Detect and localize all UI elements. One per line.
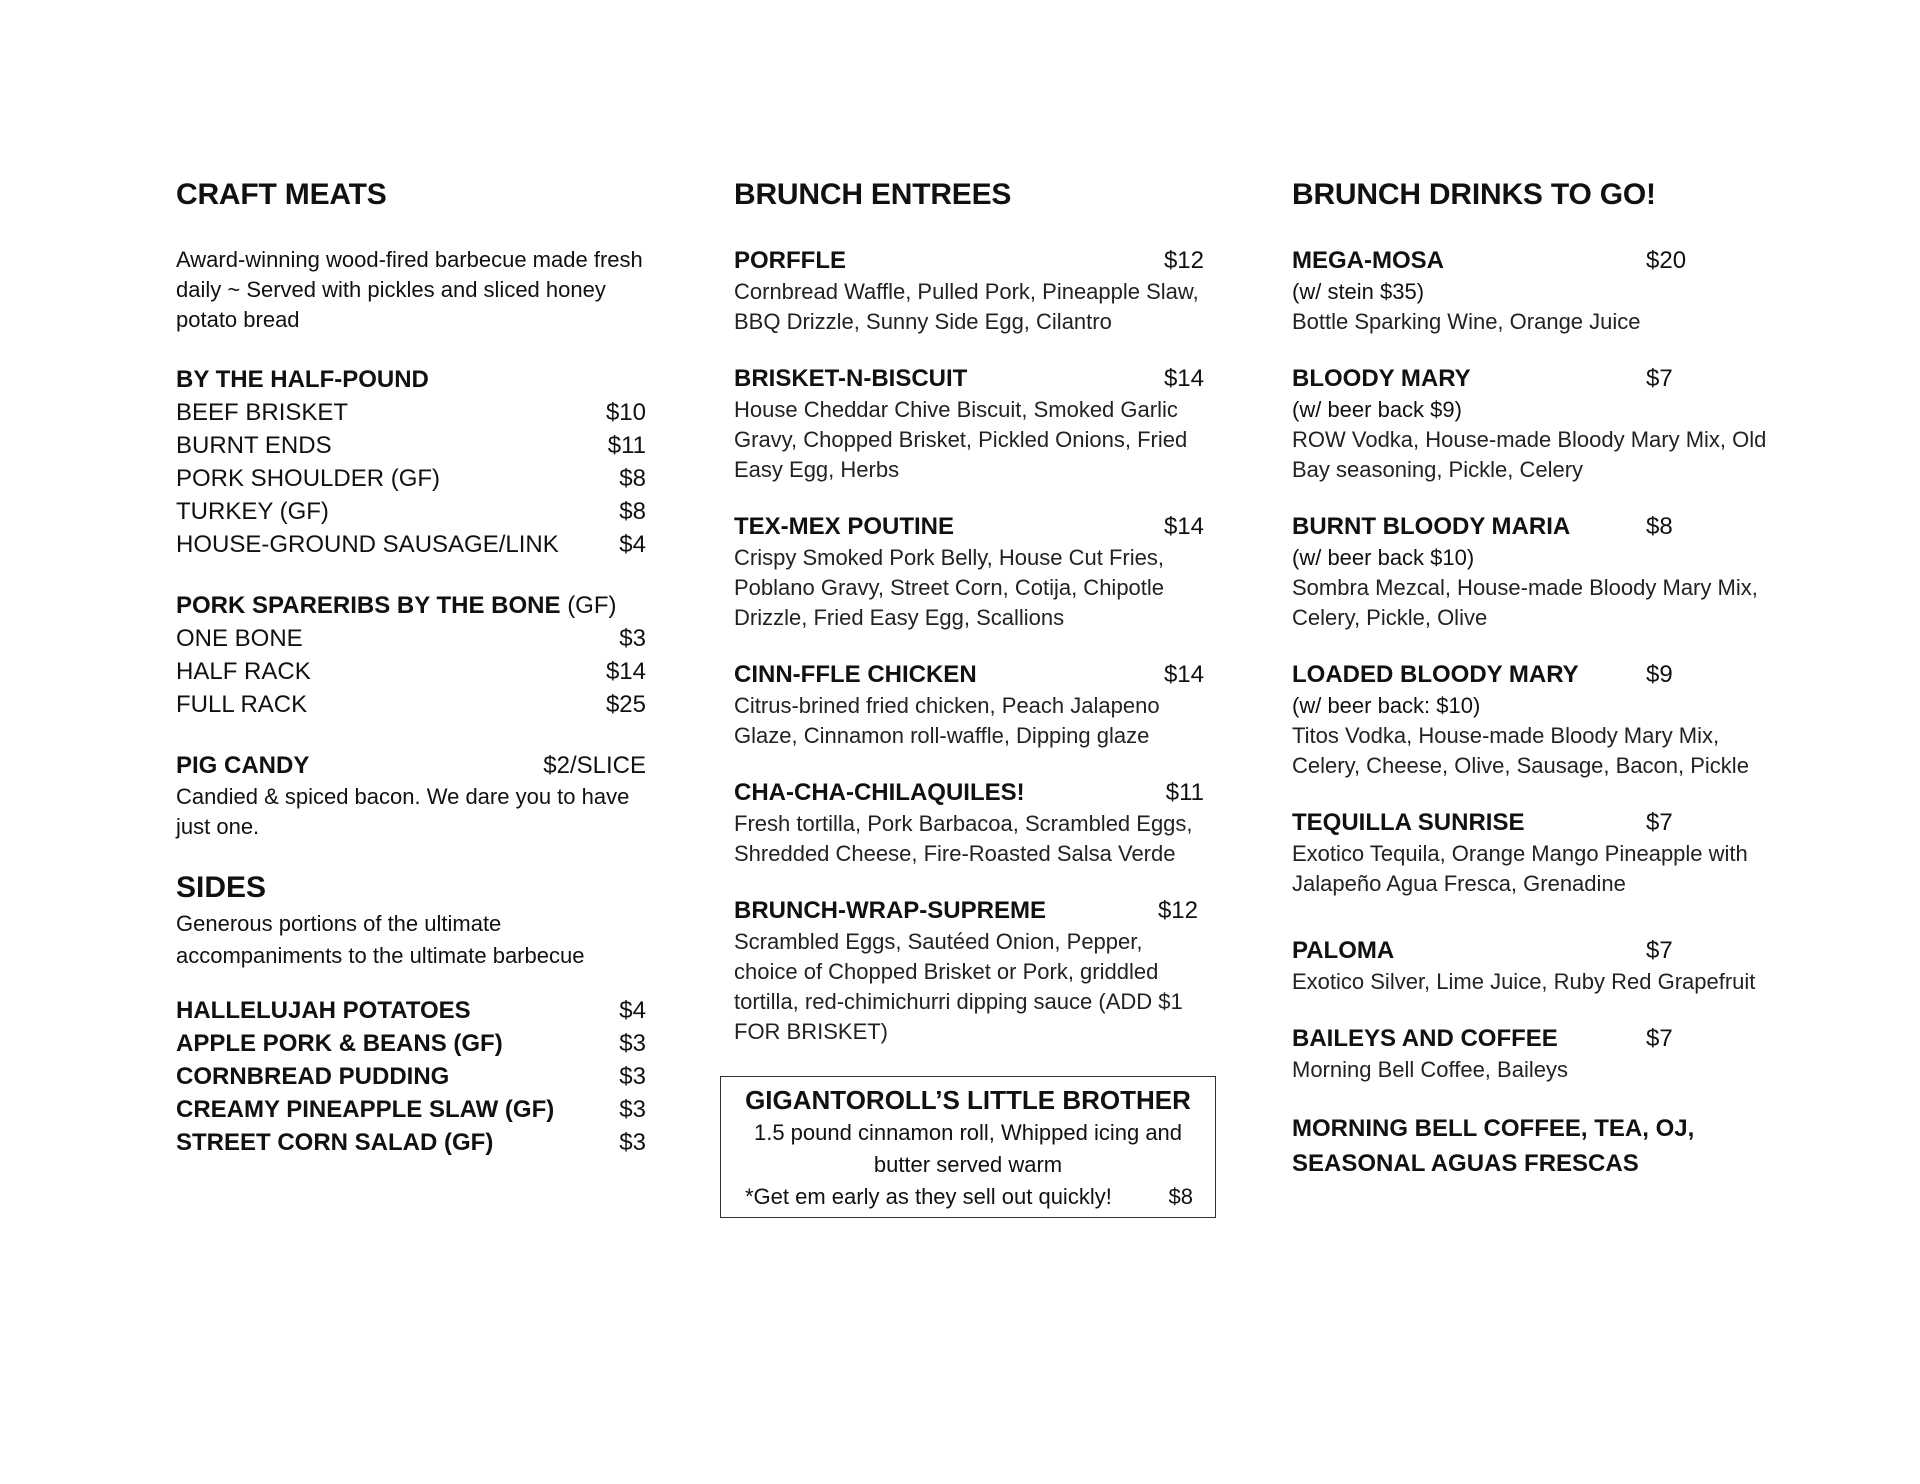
item-description: Scrambled Eggs, Sautéed Onion, Pepper, choice of Chopped Brisket or Pork, griddled tortilla, red-chimichurri dipping sauce (ADD $1 FOR BRISKET) bbox=[734, 929, 1183, 1044]
item-price: $11 bbox=[607, 432, 646, 459]
item-price: $12 bbox=[1163, 247, 1204, 274]
menu-row bbox=[176, 495, 646, 528]
item-name: HOUSE-GROUND SAUSAGE/LINK bbox=[176, 531, 559, 558]
drink-head bbox=[1292, 935, 1792, 967]
special-note: *Get em early as they sell out quickly! bbox=[745, 1184, 1112, 1209]
entree-head bbox=[734, 245, 1204, 277]
item-description: Sombra Mezcal, House-made Bloody Mary Mix, Celery, Pickle, Olive bbox=[1292, 575, 1758, 630]
item-price: $9 bbox=[1646, 661, 1673, 688]
drink-head bbox=[1292, 1023, 1792, 1055]
item-price: $25 bbox=[605, 691, 646, 718]
entree-item bbox=[734, 659, 1204, 751]
spareribs-list bbox=[176, 622, 646, 721]
item-description: Bottle Sparking Wine, Orange Juice bbox=[1292, 309, 1641, 334]
other-drinks-line-2: SEASONAL AGUAS FRESCAS bbox=[1292, 1150, 1639, 1177]
item-price: $4 bbox=[619, 997, 646, 1024]
special-note-row bbox=[721, 1181, 1215, 1213]
item-name: PORK SHOULDER (GF) bbox=[176, 465, 441, 492]
item-name: CHA-CHA-CHILAQUILES! bbox=[734, 779, 1025, 806]
sides-description: Generous portions of the ultimate accompaniments to the ultimate barbecue bbox=[176, 911, 585, 968]
item-name: CINN-FFLE CHICKEN bbox=[734, 661, 977, 688]
item-price: $14 bbox=[1163, 661, 1204, 688]
drink-head bbox=[1292, 659, 1792, 691]
item-note: (w/ beer back $9) bbox=[1292, 397, 1462, 422]
craft-meats-column bbox=[176, 175, 646, 1159]
pig-candy-item bbox=[176, 749, 646, 842]
item-price: $3 bbox=[619, 1030, 646, 1057]
item-description: Cornbread Waffle, Pulled Pork, Pineapple Slaw, BBQ Drizzle, Sunny Side Egg, Cilantro bbox=[734, 279, 1199, 334]
item-price: $3 bbox=[619, 1096, 646, 1123]
brunch-entrees-column bbox=[734, 175, 1204, 1073]
item-name: APPLE PORK & BEANS (GF) bbox=[176, 1030, 503, 1057]
drink-head bbox=[1292, 511, 1792, 543]
menu-row bbox=[176, 688, 646, 721]
item-name: HALF RACK bbox=[176, 658, 311, 685]
spareribs-title: PORK SPARERIBS BY THE BONE bbox=[176, 592, 561, 619]
item-price: $8 bbox=[1646, 513, 1673, 540]
menu-row bbox=[176, 655, 646, 688]
item-name: CREAMY PINEAPPLE SLAW (GF) bbox=[176, 1096, 555, 1123]
brunch-drinks-heading: BRUNCH DRINKS TO GO! bbox=[1292, 178, 1656, 211]
half-pound-heading: BY THE HALF-POUND bbox=[176, 366, 429, 393]
entree-head bbox=[734, 363, 1204, 395]
special-title: GIGANTOROLL’S LITTLE BROTHER bbox=[745, 1085, 1191, 1115]
entree-item bbox=[734, 895, 1204, 1047]
menu-row bbox=[176, 528, 646, 561]
menu-row bbox=[176, 396, 646, 429]
special-description-line-2: butter served warm bbox=[873, 1152, 1063, 1177]
item-name: BURNT ENDS bbox=[176, 432, 332, 459]
entree-head bbox=[734, 777, 1204, 809]
item-description: Exotico Tequila, Orange Mango Pineapple with Jalapeño Agua Fresca, Grenadine bbox=[1292, 841, 1748, 896]
entree-item bbox=[734, 777, 1204, 869]
drink-head bbox=[1292, 363, 1792, 395]
item-note: (w/ beer back $10) bbox=[1292, 545, 1475, 570]
menu-row bbox=[176, 1093, 646, 1126]
item-name: PORFFLE bbox=[734, 247, 846, 274]
item-name: MEGA-MOSA bbox=[1292, 247, 1444, 274]
entree-head bbox=[734, 511, 1204, 543]
item-price: $2/SLICE bbox=[543, 752, 646, 779]
menu-row bbox=[176, 622, 646, 655]
item-description: Exotico Silver, Lime Juice, Ruby Red Grapefruit bbox=[1292, 969, 1756, 994]
item-price: $14 bbox=[1163, 513, 1204, 540]
item-price: $3 bbox=[619, 1129, 646, 1156]
item-name: STREET CORN SALAD (GF) bbox=[176, 1129, 494, 1156]
item-name: TEX-MEX POUTINE bbox=[734, 513, 955, 540]
item-description: Morning Bell Coffee, Baileys bbox=[1292, 1057, 1568, 1082]
item-description: House Cheddar Chive Biscuit, Smoked Garlic Gravy, Chopped Brisket, Pickled Onions, Fried Easy Egg, Herbs bbox=[734, 397, 1188, 482]
item-name: LOADED BLOODY MARY bbox=[1292, 661, 1579, 688]
special-price: $8 bbox=[1168, 1184, 1193, 1209]
item-price: $3 bbox=[619, 1063, 646, 1090]
item-description: Citrus-brined fried chicken, Peach Jalapeno Glaze, Cinnamon roll-waffle, Dipping glaze bbox=[734, 693, 1160, 748]
drink-head bbox=[1292, 245, 1792, 277]
item-description: Titos Vodka, House-made Bloody Mary Mix, Celery, Cheese, Olive, Sausage, Bacon, Pickle bbox=[1292, 723, 1749, 778]
item-name: BLOODY MARY bbox=[1292, 365, 1471, 392]
entree-head bbox=[734, 659, 1204, 691]
sides-heading: SIDES bbox=[176, 871, 267, 904]
item-note: (w/ beer back: $10) bbox=[1292, 693, 1481, 718]
item-name: BAILEYS AND COFFEE bbox=[1292, 1025, 1558, 1052]
menu-row bbox=[176, 429, 646, 462]
entree-item bbox=[734, 363, 1204, 485]
half-pound-list bbox=[176, 396, 646, 561]
brunch-entrees-heading: BRUNCH ENTREES bbox=[734, 178, 1012, 211]
item-price: $7 bbox=[1646, 1025, 1673, 1052]
item-price: $8 bbox=[619, 498, 646, 525]
item-name: TEQUILLA SUNRISE bbox=[1292, 809, 1525, 836]
item-price: $14 bbox=[1163, 365, 1204, 392]
item-price: $14 bbox=[605, 658, 646, 685]
menu-row bbox=[176, 994, 646, 1027]
menu-row bbox=[176, 1126, 646, 1159]
item-price: $4 bbox=[619, 531, 646, 558]
item-price: $7 bbox=[1646, 937, 1673, 964]
item-price: $8 bbox=[619, 465, 646, 492]
item-price: $11 bbox=[1165, 779, 1204, 806]
item-note: (w/ stein $35) bbox=[1292, 279, 1425, 304]
menu-row bbox=[176, 462, 646, 495]
item-price: $7 bbox=[1646, 809, 1673, 836]
brunch-drinks-column bbox=[1292, 175, 1792, 1181]
menu-row bbox=[176, 1027, 646, 1060]
item-name: HALLELUJAH POTATOES bbox=[176, 997, 471, 1024]
drink-head bbox=[1292, 807, 1792, 839]
drink-item bbox=[1292, 807, 1792, 899]
pig-candy-head bbox=[176, 749, 646, 782]
sides-list bbox=[176, 994, 646, 1159]
item-name: TURKEY (GF) bbox=[176, 498, 329, 525]
item-price: $20 bbox=[1646, 247, 1687, 274]
item-description: Crispy Smoked Pork Belly, House Cut Fries, Poblano Gravy, Street Corn, Cotija, Chipotle Drizzle, Fried Easy Egg, Scallions bbox=[734, 545, 1165, 630]
entree-head bbox=[734, 895, 1204, 927]
drink-item bbox=[1292, 511, 1792, 633]
drink-item bbox=[1292, 935, 1792, 997]
entree-item bbox=[734, 511, 1204, 633]
item-name: FULL RACK bbox=[176, 691, 308, 718]
pig-candy-description: Candied & spiced bacon. We dare you to have just one. bbox=[176, 784, 630, 839]
menu-row bbox=[176, 1060, 646, 1093]
drink-item bbox=[1292, 363, 1792, 485]
drink-item bbox=[1292, 659, 1792, 781]
item-price: $3 bbox=[619, 625, 646, 652]
craft-meats-description: Award-winning wood-fired barbecue made fresh daily ~ Served with pickles and sliced honey potato bread bbox=[176, 247, 643, 332]
item-name: PIG CANDY bbox=[176, 752, 310, 779]
item-name: CORNBREAD PUDDING bbox=[176, 1063, 450, 1090]
item-price: $10 bbox=[605, 399, 646, 426]
gigantoroll-special-box bbox=[720, 1076, 1216, 1218]
item-price: $7 bbox=[1646, 365, 1673, 392]
spareribs-heading bbox=[176, 589, 646, 622]
item-name: BRISKET-N-BISCUIT bbox=[734, 365, 968, 392]
item-name: ONE BONE bbox=[176, 625, 303, 652]
craft-meats-heading: CRAFT MEATS bbox=[176, 178, 387, 211]
other-drinks-line-1: MORNING BELL COFFEE, TEA, OJ, bbox=[1292, 1115, 1695, 1142]
item-name: BRUNCH-WRAP-SUPREME bbox=[734, 897, 1046, 924]
entree-item bbox=[734, 245, 1204, 337]
special-description-line-1: 1.5 pound cinnamon roll, Whipped icing and bbox=[753, 1120, 1183, 1145]
drink-item bbox=[1292, 1023, 1792, 1085]
item-price: $12 bbox=[1157, 897, 1198, 924]
item-name: BURNT BLOODY MARIA bbox=[1292, 513, 1571, 540]
drink-item bbox=[1292, 245, 1792, 337]
item-name: PALOMA bbox=[1292, 937, 1395, 964]
spareribs-gf-tag: (GF) bbox=[567, 592, 617, 619]
item-description: Fresh tortilla, Pork Barbacoa, Scrambled Eggs, Shredded Cheese, Fire-Roasted Salsa Verde bbox=[734, 811, 1193, 866]
item-description: ROW Vodka, House-made Bloody Mary Mix, Old Bay seasoning, Pickle, Celery bbox=[1292, 427, 1767, 482]
item-name: BEEF BRISKET bbox=[176, 399, 349, 426]
